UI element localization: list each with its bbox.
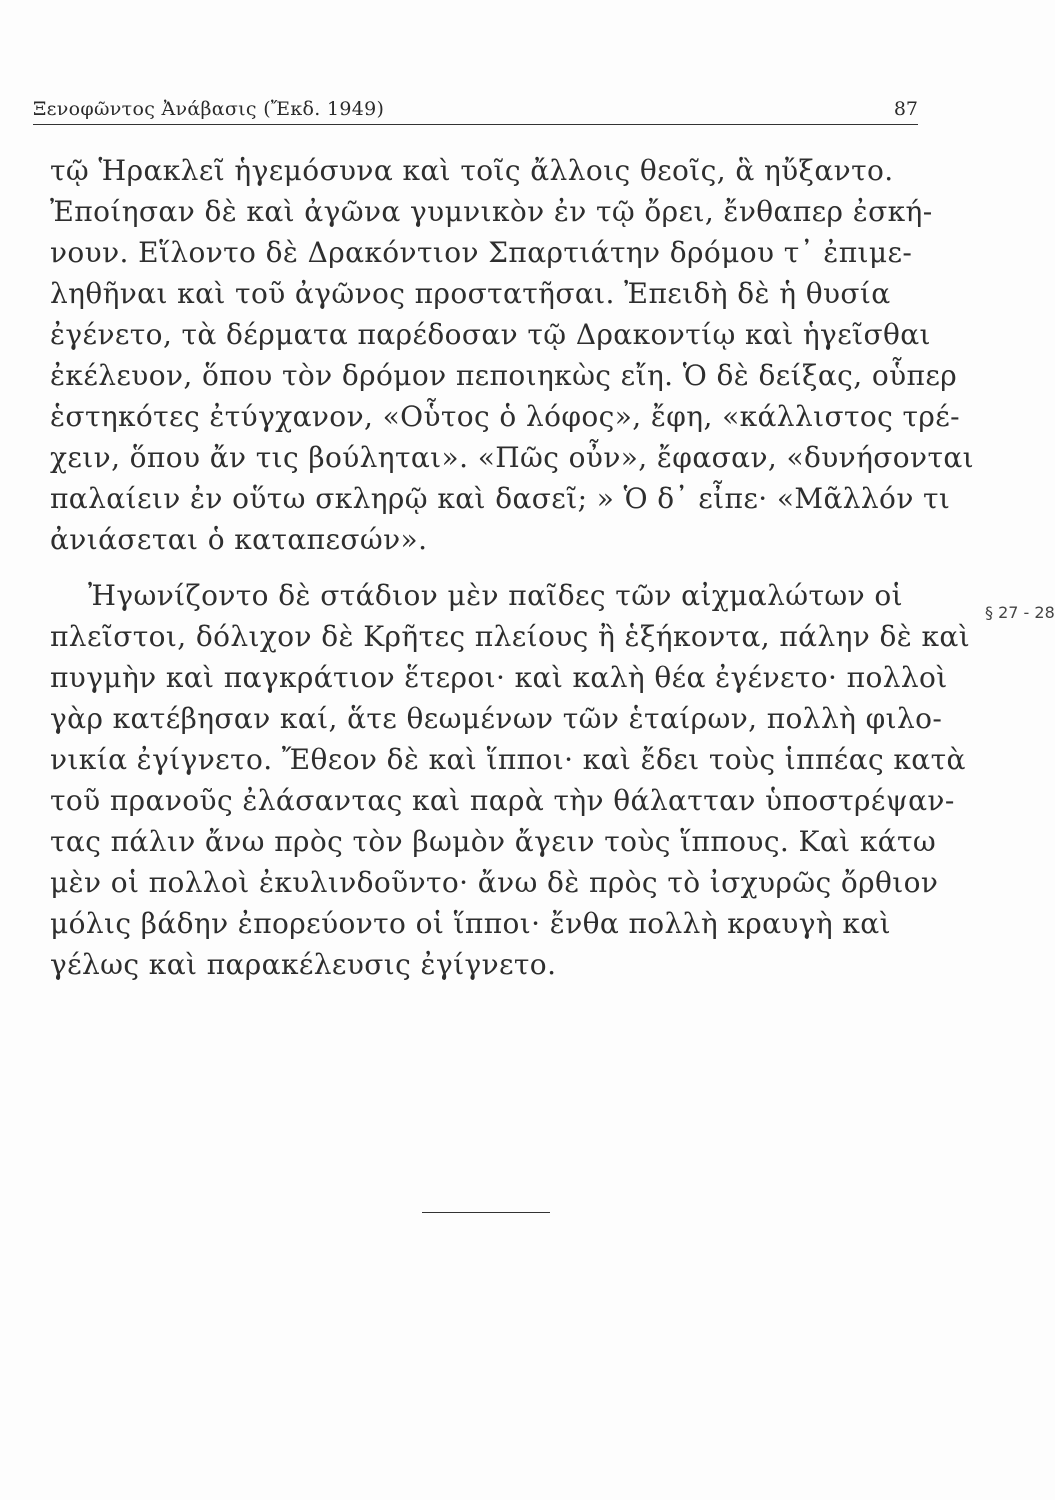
running-header bbox=[33, 92, 918, 125]
text-line: τας πάλιν ἄνω πρὸς τὸν βωμὸν ἄγειν τοὺς ἵππους. Καὶ κάτω bbox=[50, 825, 937, 858]
text-line: τοῦ πρανοῦς ἐλάσαντας καὶ παρὰ τὴν θάλατταν ὑποστρέψαν- bbox=[50, 784, 955, 817]
text-line: ληθῆναι καὶ τοῦ ἀγῶνος προστατῆσαι. Ἐπειδὴ δὲ ἡ θυσία bbox=[50, 277, 891, 310]
text-line: γὰρ κατέβησαν καί, ἅτε θεωμένων τῶν ἑταίρων, πολλὴ φιλο- bbox=[50, 702, 943, 735]
text-line: ἑστηκότες ἐτύγχανον, «Οὗτος ὁ λόφος», ἔφη, «κάλλιστος τρέ- bbox=[50, 400, 961, 433]
text-line: τῷ Ἡρακλεῖ ἡγεμόσυνα καὶ τοῖς ἄλλοις θεοῖς, ἃ ηὔξαντο. bbox=[50, 154, 894, 187]
text-line: ἐκέλευον, ὅπου τὸν δρόμον πεποιηκὼς εἴη. Ὁ δὲ δείξας, οὗπερ bbox=[50, 359, 958, 392]
text-line: παλαίειν ἐν οὕτω σκληρῷ καὶ δασεῖ; » Ὁ δ᾽ εἶπε· «Μᾶλλόν τι bbox=[50, 482, 951, 515]
text-line: ἐγένετο, τὰ δέρματα παρέδοσαν τῷ Δρακοντίῳ καὶ ἡγεῖσθαι bbox=[50, 318, 931, 351]
text-line: μόλις βάδην ἐπορεύοντο οἱ ἵπποι· ἔνθα πολλὴ κραυγὴ καὶ bbox=[50, 907, 891, 940]
text-line: νουν. Εἵλοντο δὲ Δρακόντιον Σπαρτιάτην δρόμου τ᾽ ἐπιμε- bbox=[50, 236, 913, 269]
header-title: Ξενοφῶντος Ἀνάβασις (Ἔκδ. 1949) bbox=[33, 98, 385, 120]
paragraph-gap bbox=[50, 560, 950, 575]
text-line: πυγμὴν καὶ παγκράτιον ἕτεροι· καὶ καλὴ θέα ἐγένετο· πολλοὶ bbox=[50, 661, 948, 694]
text-line: γέλως καὶ παρακέλευσις ἐγίγνετο. bbox=[50, 948, 557, 981]
text-line: νικία ἐγίγνετο. Ἔθεον δὲ καὶ ἵπποι· καὶ ἔδει τοὺς ἱππέας κατὰ bbox=[50, 743, 966, 776]
text-line: μὲν οἱ πολλοὶ ἐκυλινδοῦντο· ἄνω δὲ πρὸς τὸ ἰσχυρῶς ὄρθιον bbox=[50, 866, 939, 899]
text-line: πλεῖστοι, δόλιχον δὲ Κρῆτες πλείους ἢ ἑξήκοντα, πάλην δὲ καὶ bbox=[50, 620, 971, 653]
section-margin-note: § 27 - 28 bbox=[985, 603, 1055, 622]
body-text bbox=[50, 150, 975, 985]
paragraph-1 bbox=[50, 150, 975, 560]
text-line: Ἐποίησαν δὲ καὶ ἀγῶνα γυμνικὸν ἐν τῷ ὄρει, ἔνθαπερ ἐσκή- bbox=[50, 195, 933, 228]
footer-divider bbox=[422, 1212, 550, 1213]
text-line: ἀνιάσεται ὁ καταπεσών». bbox=[50, 523, 428, 556]
text-line: Ἠγωνίζοντο δὲ στάδιον μὲν παῖδες τῶν αἰχμαλώτων οἱ bbox=[88, 579, 903, 612]
text-line: χειν, ὅπου ἄν τις βούληται». «Πῶς οὖν», ἔφασαν, «δυνήσονται bbox=[50, 441, 975, 474]
page-number: 87 bbox=[893, 98, 918, 120]
paragraph-2 bbox=[50, 575, 971, 985]
